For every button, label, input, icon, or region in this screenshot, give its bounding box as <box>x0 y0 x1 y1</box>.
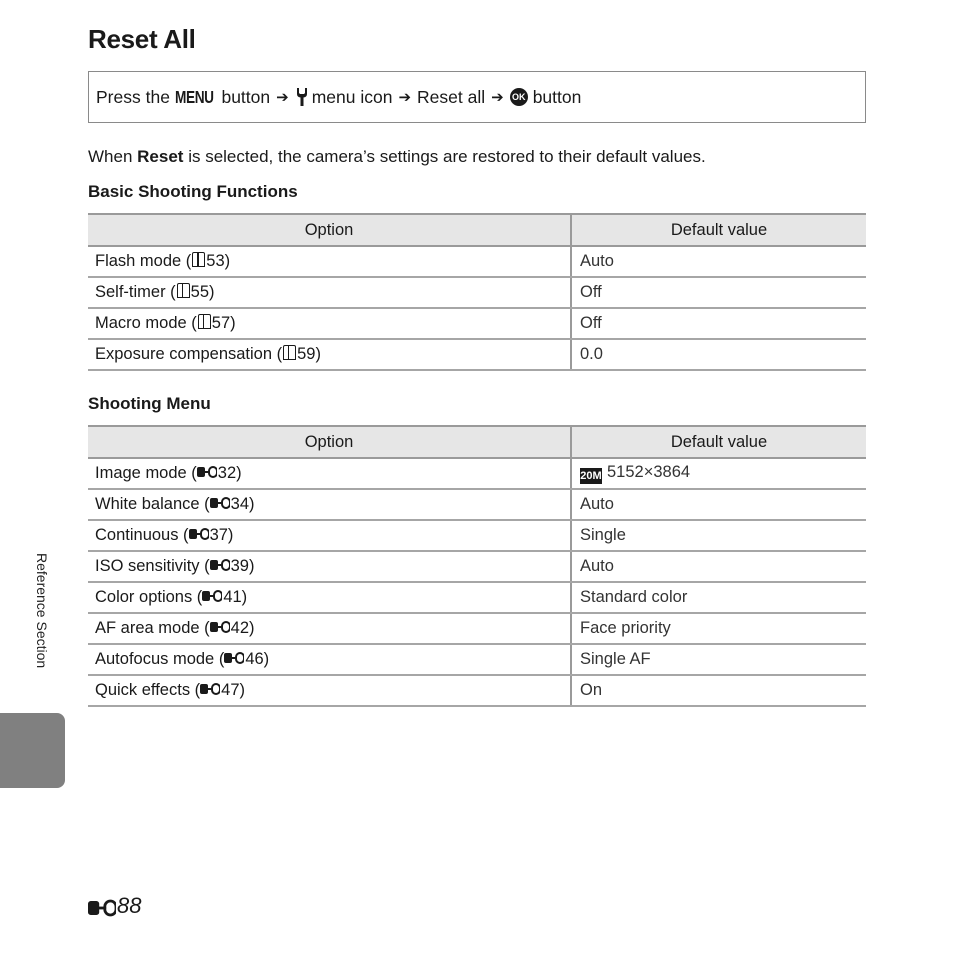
reference-section-icon <box>197 464 217 476</box>
page-title: Reset All <box>88 24 196 54</box>
table-row <box>88 675 866 706</box>
option-label: Macro mode ( <box>95 314 197 332</box>
table-row <box>88 458 866 489</box>
page-ref: 37) <box>209 526 234 544</box>
reference-section-icon <box>224 650 244 662</box>
default-value-cell: On <box>571 675 866 706</box>
default-value-cell: Off <box>571 277 866 308</box>
page-ref: 41) <box>223 588 248 606</box>
page-ref: 46) <box>245 650 270 668</box>
option-cell <box>88 246 571 277</box>
option-cell <box>88 644 571 675</box>
book-ref-icon <box>192 252 205 267</box>
page-ref: 34) <box>230 495 255 513</box>
table-row <box>88 339 866 370</box>
menu-button-icon: MENU <box>174 86 214 107</box>
option-label: Exposure compensation ( <box>95 345 283 363</box>
option-label: Flash mode ( <box>95 252 192 270</box>
option-cell <box>88 582 571 613</box>
page-ref: 39) <box>230 557 255 575</box>
side-section-label <box>32 553 52 703</box>
option-cell <box>88 613 571 644</box>
option-cell <box>88 339 571 370</box>
section-title-shooting: Shooting Menu <box>88 394 211 413</box>
table-row <box>88 246 866 277</box>
option-label: Autofocus mode ( <box>95 650 225 668</box>
page-ref: 42) <box>230 619 255 637</box>
column-header-option: Option <box>88 214 571 246</box>
default-value-cell: Standard color <box>571 582 866 613</box>
reference-section-icon <box>210 495 230 507</box>
default-value-cell: Auto <box>571 489 866 520</box>
option-label: White balance ( <box>95 495 210 513</box>
nav-press-the: Press the <box>96 86 170 107</box>
table-row <box>88 551 866 582</box>
intro-after: is selected, the camera’s settings are restored to their default values. <box>188 147 706 166</box>
reference-section-icon <box>210 619 230 631</box>
option-label: ISO sensitivity ( <box>95 557 210 575</box>
image-size-20m-icon: 20M <box>580 470 602 482</box>
default-value-cell: 0.0 <box>571 339 866 370</box>
nav-reset-all: Reset all <box>417 86 486 107</box>
intro-before: When <box>88 147 133 166</box>
default-value: 5152×3864 <box>607 463 691 481</box>
column-header-default: Default value <box>571 426 866 458</box>
option-label: Color options ( <box>95 588 203 606</box>
section-title-basic: Basic Shooting Functions <box>88 182 298 201</box>
column-header-default: Default value <box>571 214 866 246</box>
option-cell <box>88 277 571 308</box>
table-row <box>88 308 866 339</box>
book-ref-icon <box>198 314 211 329</box>
default-value-cell: Single AF <box>571 644 866 675</box>
intro-paragraph <box>88 147 706 167</box>
option-cell <box>88 551 571 582</box>
section-tab-marker <box>0 713 65 788</box>
option-cell <box>88 458 571 489</box>
option-cell <box>88 308 571 339</box>
option-label: Quick effects ( <box>95 681 201 699</box>
page-number <box>88 893 141 919</box>
table-row <box>88 582 866 613</box>
table-row <box>88 489 866 520</box>
option-label: AF area mode ( <box>95 619 210 637</box>
table-row <box>88 613 866 644</box>
nav-button-text: button <box>532 86 582 107</box>
default-value-cell: Off <box>571 308 866 339</box>
page-ref: 32) <box>217 464 242 482</box>
basic-shooting-table <box>88 213 866 371</box>
side-section-text: Reference Section <box>34 553 50 669</box>
table-header-row <box>88 214 866 246</box>
reference-section-icon <box>88 897 116 915</box>
reference-section-icon <box>189 526 209 538</box>
option-label: Continuous ( <box>95 526 189 544</box>
nav-button-text: button <box>221 86 271 107</box>
menu-path-box <box>88 71 866 123</box>
shooting-menu-table <box>88 425 866 707</box>
reference-section-icon <box>200 681 220 693</box>
table-header-row <box>88 426 866 458</box>
page-ref: 47) <box>221 681 246 699</box>
table-row <box>88 644 866 675</box>
reference-section-icon <box>202 588 222 600</box>
column-header-option: Option <box>88 426 571 458</box>
reference-section-icon <box>210 557 230 569</box>
page-ref: 53) <box>206 252 231 270</box>
page-ref: 57) <box>211 314 236 332</box>
wrench-icon <box>295 88 309 106</box>
ok-button-icon: OK <box>510 88 528 106</box>
intro-bold: Reset <box>137 147 184 166</box>
default-value-cell: Auto <box>571 551 866 582</box>
default-value-cell: Face priority <box>571 613 866 644</box>
option-label: Self-timer ( <box>95 283 176 301</box>
arrow-right-icon: ➔ <box>276 89 289 106</box>
option-cell <box>88 520 571 551</box>
default-value-cell: Single <box>571 520 866 551</box>
default-value-cell <box>571 458 866 489</box>
default-value-cell: Auto <box>571 246 866 277</box>
nav-menu-icon-text: menu icon <box>311 86 393 107</box>
page-ref: 59) <box>297 345 321 363</box>
option-cell <box>88 489 571 520</box>
option-label: Image mode ( <box>95 464 197 482</box>
book-ref-icon <box>177 283 190 298</box>
book-ref-icon <box>283 345 296 360</box>
page-ref: 55) <box>190 283 215 301</box>
option-cell <box>88 675 571 706</box>
arrow-right-icon: ➔ <box>491 89 504 106</box>
arrow-right-icon: ➔ <box>398 89 412 106</box>
table-row <box>88 277 866 308</box>
table-row <box>88 520 866 551</box>
page-number-text: 88 <box>117 893 142 918</box>
